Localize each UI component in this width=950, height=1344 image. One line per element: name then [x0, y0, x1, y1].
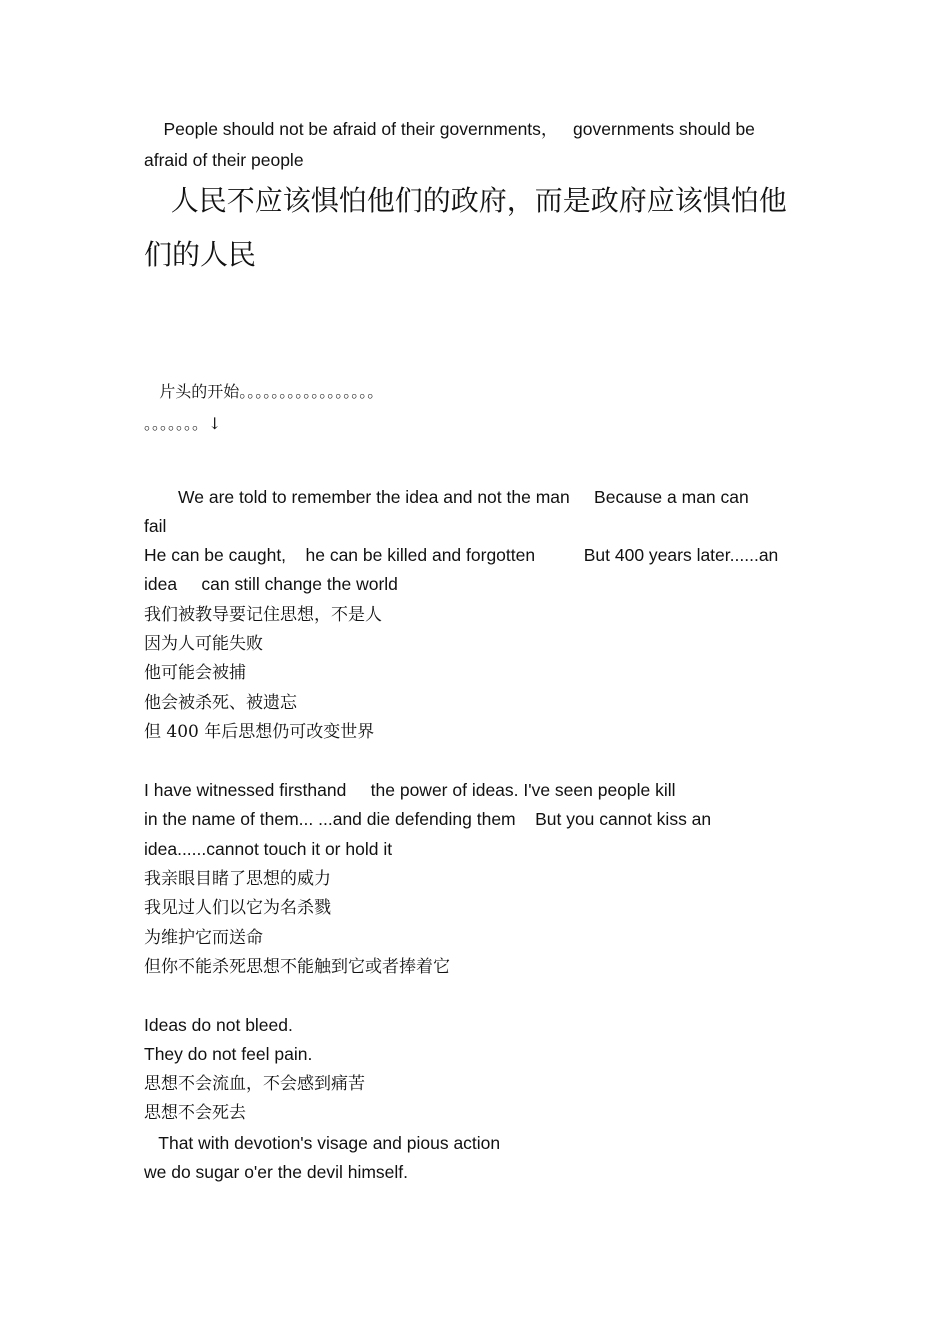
para3-en-line-2: They do not feel pain.: [144, 1044, 313, 1064]
para1-en-line-2: fail: [144, 516, 167, 536]
para1-zh-line-3: 他可能会被捕: [144, 663, 246, 683]
para2-zh-line-1: 我亲眼目睹了思想的威力: [144, 869, 331, 889]
para3-en-line-1: Ideas do not bleed.: [144, 1015, 293, 1035]
para1-zh-line-2: 因为人可能失败: [144, 634, 263, 654]
opening-line-1: 片头的开始。。。。。。。。。。。。。。。。。: [144, 382, 384, 401]
para2-en-line-1: I have witnessed firsthand the power of ideas. I've seen people kill: [144, 780, 676, 800]
para2-en-line-2: in the name of them... ...and die defending them But you cannot kiss an: [144, 809, 712, 829]
para3-zh-line-1: 思想不会流血，不会感到痛苦: [144, 1074, 365, 1094]
para1-zh-line-5: 但 400 年后思想仍可改变世界: [144, 722, 375, 742]
para1-en-line-3: He can be caught, he can be killed and forgotten But 400 years later......an: [144, 545, 779, 565]
para1-zh-line-4: 他会被杀死、被遗忘: [144, 693, 297, 713]
para2-zh-line-3: 为维护它而送命: [144, 928, 263, 948]
para3-zh-line-2: 思想不会死去: [144, 1103, 246, 1123]
para4-en-line-1: That with devotion's visage and pious action: [144, 1133, 501, 1153]
intro-zh-line-2: 们的人民: [144, 238, 257, 271]
para2-zh-line-4: 但你不能杀死思想不能触到它或者捧着它: [144, 957, 450, 977]
para1-en-line-1: We are told to remember the idea and not the man Because a man can: [144, 487, 749, 507]
para2-en-line-3: idea......cannot touch it or hold it: [144, 839, 393, 859]
intro-en-line-2: afraid of their people: [144, 150, 304, 170]
opening-line-2: 。。。。。。。↓: [144, 414, 222, 433]
intro-en-line-1: People should not be afraid of their governments， governments should be: [144, 119, 755, 139]
para4-en-line-2: we do sugar o'er the devil himself.: [144, 1162, 409, 1182]
intro-zh-line-1: 人民不应该惧怕他们的政府，而是政府应该惧怕他: [144, 184, 787, 217]
para2-zh-line-2: 我见过人们以它为名杀戮: [144, 898, 331, 918]
para1-en-line-4: idea can still change the world: [144, 574, 398, 594]
para1-zh-line-1: 我们被教导要记住思想，不是人: [144, 605, 382, 625]
